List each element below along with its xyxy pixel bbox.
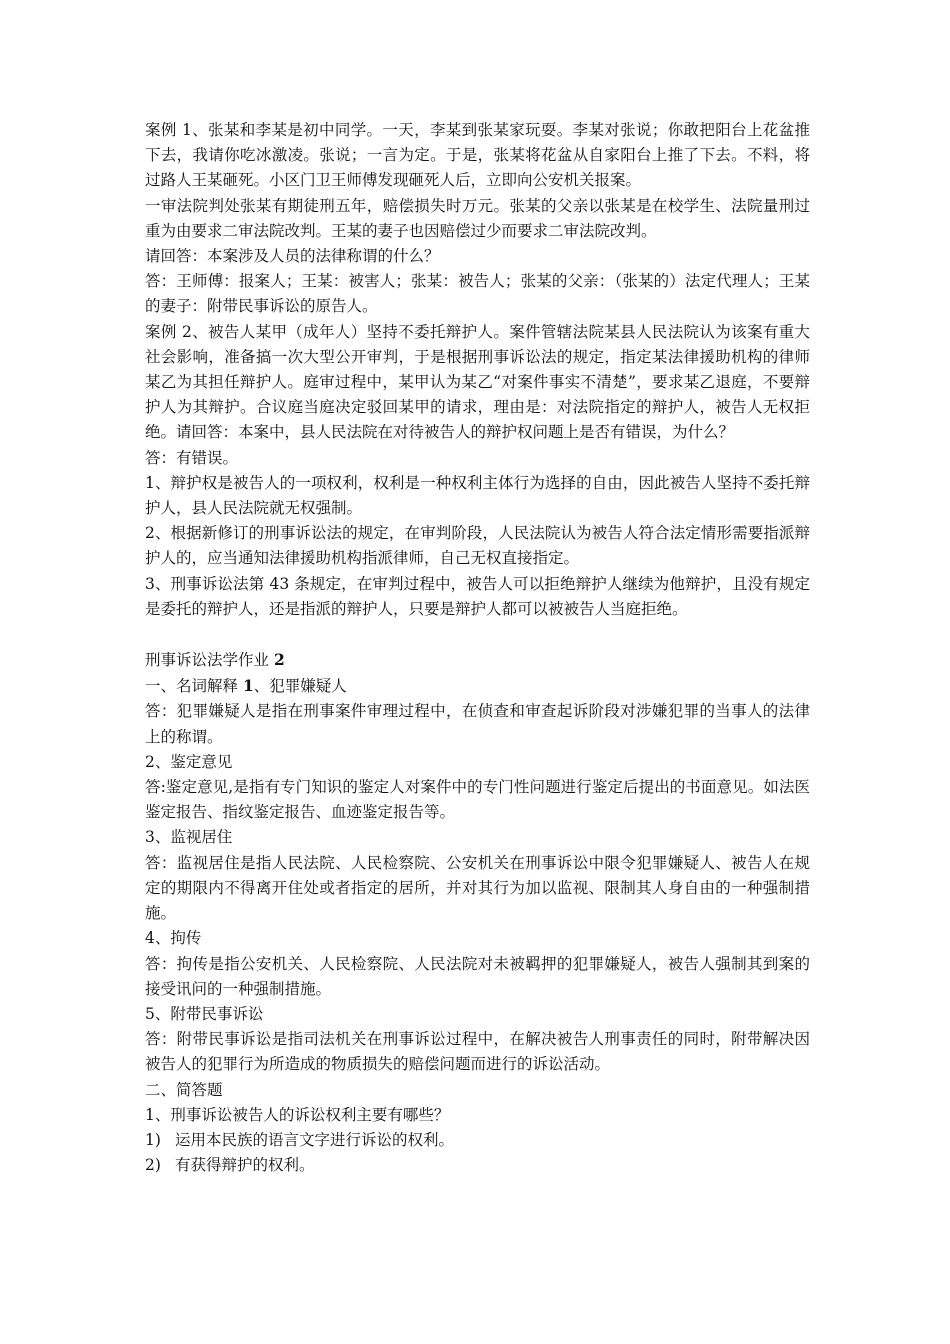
case1-question: 请回答：本案涉及人员的法律称谓的什么？ — [145, 247, 440, 266]
list-item — [145, 1153, 810, 1178]
term2-answer: 答:鉴定意见,是指有专门知识的鉴定人对案件中的专门性问题进行鉴定后提出的书面意见。如法医鉴定报告、指纹鉴定报告、血迹鉴定报告等。 — [145, 778, 810, 822]
case2-answer: 答：有错误。 — [145, 448, 239, 467]
section1-heading: 一、名词解释 1、犯罪嫌疑人 — [145, 676, 347, 696]
term5-answer: 答：附带民事诉讼是指司法机关在刑事诉讼过程中，在解决被告人刑事责任的同时，附带解决因被告人的犯罪行为所造成的物质损失的赔偿问题而进行的诉讼活动。 — [145, 1030, 810, 1074]
list-marker: 1) — [145, 1130, 161, 1149]
term4-answer: 答：拘传是指公安机关、人民检察院、人民法院对未被羁押的犯罪嫌疑人，被告人强制其到案的接受讯问的一种强制措施。 — [145, 954, 810, 998]
term3-answer: 答：监视居住是指人民法院、人民检察院、公安机关在刑事诉讼中限令犯罪嫌疑人、被告人在规定的期限内不得离开住处或者指定的居所，并对其行为加以监视、限制其人身自由的一种强制措施。 — [145, 853, 810, 923]
list-item — [145, 1128, 810, 1153]
term2-title: 2、鉴定意见 — [145, 752, 233, 771]
case2-point-1: 1、辩护权是被告人的一项权利，权利是一种权利主体行为选择的自由，因此被告人坚持不委托辩护人，县人民法院就无权强制。 — [145, 473, 810, 518]
case1-text: 案例 1、张某和李某是初中同学。一天，李某到张某家玩耍。李某对张说；你敢把阳台上花盆推下去，我请你吃冰激凌。张说；一言为定。于是，张某将花盆从自家阳台上推了下去。不料，将过路人王某砸死。小区门卫王师傅发现砸死人后，立即向公安机关报案。 — [145, 121, 810, 190]
document-page — [145, 118, 810, 1178]
list-item-text: 运用本民族的语言文字进行诉讼的权利。 — [175, 1130, 455, 1149]
list-item-text: 有获得辩护的权利。 — [175, 1156, 315, 1175]
term5-title: 5、附带民事诉讼 — [145, 1004, 264, 1023]
question-1: 1、刑事诉讼被告人的诉讼权利主要有哪些？ — [145, 1105, 450, 1124]
case2-point-2: 2、根据新修订的刑事诉讼法的规定，在审判阶段，人民法院认为被告人符合法定情形需要指派辩护人的，应当通知法律援助机构指派律师，自己无权直接指定。 — [145, 524, 810, 568]
term1-answer: 答：犯罪嫌疑人是指在刑事案件审理过程中，在侦查和审查起诉阶段对涉嫌犯罪的当事人的法律上的称谓。 — [145, 702, 810, 746]
case2-text: 案例 2、被告人某甲（成年人）坚持不委托辩护人。案件管辖法院某县人民法院认为该案有重大社会影响，准备搞一次大型公开审判，于是根据刑事诉讼法的规定，指定某法律援助机构的律师某乙为其担任辩护人。庭审过程中，某甲认为某乙“对案件事实不清楚”，要求某乙退庭，不要辩护人为其辩护。合议庭当庭决定驳回某甲的请求，理由是：对法院指定的辩护人，被告人无权拒绝。请回答：本案中，县人民法院在对待被告人的辩护权问题上是否有错误，为什么？ — [145, 322, 810, 442]
case1-verdict: 一审法院判处张某有期徒刑五年，赔偿损失时万元。张某的父亲以张某是在校学生、法院量刑过重为由要求二审法院改判。王某的妻子也因赔偿过少而要求二审法院改判。 — [145, 196, 810, 240]
list-marker: 2) — [145, 1156, 161, 1175]
term4-title: 4、拘传 — [145, 929, 202, 948]
term3-title: 3、监视居住 — [145, 828, 233, 847]
case1-answer: 答：王师傅：报案人；王某：被害人；张某：被告人；张某的父亲：（张某的）法定代理人；王某的妻子：附带民事诉讼的原告人。 — [145, 272, 810, 316]
homework-title: 刑事诉讼法学作业 2 — [145, 650, 285, 670]
section2-heading: 二、简答题 — [145, 1080, 223, 1099]
case2-point-3: 3、刑事诉讼法第 43 条规定，在审判过程中，被告人可以拒绝辩护人继续为他辩护，且没有规定是委托的辩护人，还是指派的辩护人，只要是辩护人都可以被被告人当庭拒绝。 — [145, 574, 810, 618]
paragraph-gap — [145, 622, 810, 647]
